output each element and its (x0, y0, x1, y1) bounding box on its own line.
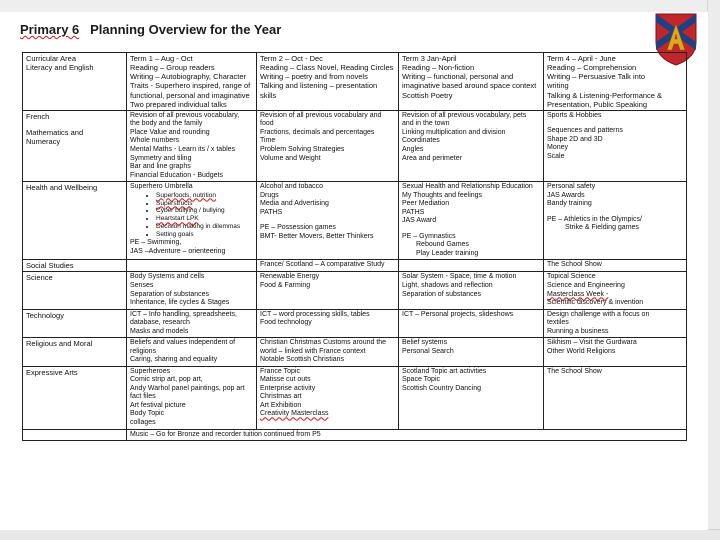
social-term-4: The School Show (544, 260, 687, 272)
list-item: • Decision making in dilemmas (156, 223, 253, 231)
header-term-4: Term 4 – April - June Reading – Comprehension Writing – Persuasive Talk into writing Talking & Listening-Performance & Presentation, Public Speaking (544, 53, 687, 111)
row-health (23, 182, 687, 260)
health-bullet-list (130, 192, 253, 240)
maths-term-2: Revision of all previous vocabulary and food Fractions, decimals and percentages Time Problem Solving Strategies Volume and Weight (257, 110, 399, 181)
social-term-1 (127, 260, 257, 272)
list-item: • Cyber bullying / bullying (156, 207, 253, 215)
title-primary-6: Primary 6 (20, 22, 80, 37)
row-rme (23, 338, 687, 367)
literacy-area: Literacy and English (26, 63, 94, 73)
planning-table (22, 52, 687, 441)
page-title (20, 22, 281, 37)
health-term-2: Alcohol and tobacco Drugs Media and Advertising PATHS PE – Possession games BMT- Better Movers, Better Thinkers (257, 182, 399, 260)
rme-area: Religious and Moral (23, 338, 127, 367)
header-term-1: Term 1 – Aug - Oct Reading – Group readers Writing – Autobiography, Character Traits - Superhero inspired, range of functional, personal and imaginative Two prepared individual talks (127, 53, 257, 111)
expressive-area: Expressive Arts (23, 366, 127, 429)
maths-area: French Mathematics and Numeracy (23, 110, 127, 181)
maths-term-4: Sports & Hobbies Sequences and patterns Shape 2D and 3D Money Scale (544, 110, 687, 181)
health-area: Health and Wellbeing (23, 182, 127, 260)
science-term-1: Body Systems and cells Senses Separation of substances Inheritance, life cycles & Stages (127, 272, 257, 309)
expressive-term-4: The School Show (544, 366, 687, 429)
header-term-3: Term 3 Jan-April Reading – Non-fiction Writing – functional, personal and imaginative based around space context Scottish Poetry (399, 53, 544, 111)
list-item: • Superstructs (156, 200, 253, 208)
health-term-3: Sexual Health and Relationship Education My Thoughts and feelings Peer Mediation PATHS JAS Award PE – Gymnastics Rebound Games Play Leader training (399, 182, 544, 260)
list-item: • Setting goals (156, 231, 253, 239)
rme-term-4: Sikhism – Visit the Gurdwara Other World Religions (544, 338, 687, 367)
ruler-bottom (0, 529, 720, 540)
maths-term-1: Revision of all previous vocabulary, the body and the family Place Value and rounding Whole numbers Mental Maths - Learn its / x tables Symmetry and tiling Bar and line graphs Financial Education - Budgets (127, 110, 257, 181)
title-text: Planning Overview for the Year (90, 22, 282, 37)
social-area: Social Studies (23, 260, 127, 272)
science-term-4: Topical Science Science and Engineering Masterclass Week - Scientific discovery & invention (544, 272, 687, 309)
health-term-1: Superhero Umbrella • Superfoods, nutrition • Superstructs • Cyber bullying / bullying • Heartstart LPK • Decision making in dilemmas • Setting goals PE – Swimming, JAS –Adventure – orienteering (127, 182, 257, 260)
expressive-term-3: Scotland Topic art activities Space Topic Scottish Country Dancing (399, 366, 544, 429)
header-term-2: Term 2 – Oct - Dec Reading – Class Novel, Reading Circles Writing – poetry and from novels Talking and listening – presentation skills (257, 53, 399, 111)
row-expressive-arts (23, 366, 687, 429)
technology-term-3: ICT – Personal projects, slideshows (399, 309, 544, 338)
maths-term-3: Revision of all previous vocabulary, pets and in the town Linking multiplication and division Coordinates Angles Area and perimeter (399, 110, 544, 181)
row-science (23, 272, 687, 309)
expressive-term-1: Superheroes Comic strip art, pop art, Andy Warhol panel paintings, pop art fact files Art festival picture Body Topic collages (127, 366, 257, 429)
list-item: • Heartstart LPK (156, 215, 253, 223)
social-term-3 (399, 260, 544, 272)
rme-term-3: Belief systems Personal Search (399, 338, 544, 367)
row-social-studies (23, 260, 687, 272)
document-page (0, 12, 708, 530)
header-area: Curricular Area Literacy and English (23, 53, 127, 111)
expressive-term-2: France Topic Matisse cut outs Enterprise activity Christmas art Art Exhibition Creativity Masterclass (257, 366, 399, 429)
social-term-2: France/ Scotland – A comparative Study (257, 260, 399, 272)
health-term-4: Personal safety JAS Awards Bandy training PE – Athletics in the Olympics/ Strike & Fielding games (544, 182, 687, 260)
science-term-2: Renewable Energy Food & Farming (257, 272, 399, 309)
header-row (23, 53, 687, 111)
science-term-3: Solar System - Space, time & motion Light, shadows and reflection Separation of substances (399, 272, 544, 309)
technology-term-1: ICT – Info handling, spreadsheets, database, research Masks and models (127, 309, 257, 338)
music-cell: Music – Go for Bronze and recorder tuition continued from P5 (127, 429, 687, 441)
science-area: Science (23, 272, 127, 309)
music-area (23, 429, 127, 441)
row-music (23, 429, 687, 441)
list-item: • Superfoods, nutrition (156, 192, 253, 200)
row-maths (23, 110, 687, 181)
row-technology (23, 309, 687, 338)
rme-term-1: Beliefs and values independent of religions Caring, sharing and equality (127, 338, 257, 367)
technology-area: Technology (23, 309, 127, 338)
technology-term-2: ICT – word processing skills, tables Food technology (257, 309, 399, 338)
technology-term-4: Design challenge with a focus on textiles Running a business (544, 309, 687, 338)
rme-term-2: Christian Christmas Customs around the world – linked with France context Notable Scottish Christians (257, 338, 399, 367)
ruler-right (707, 0, 720, 540)
